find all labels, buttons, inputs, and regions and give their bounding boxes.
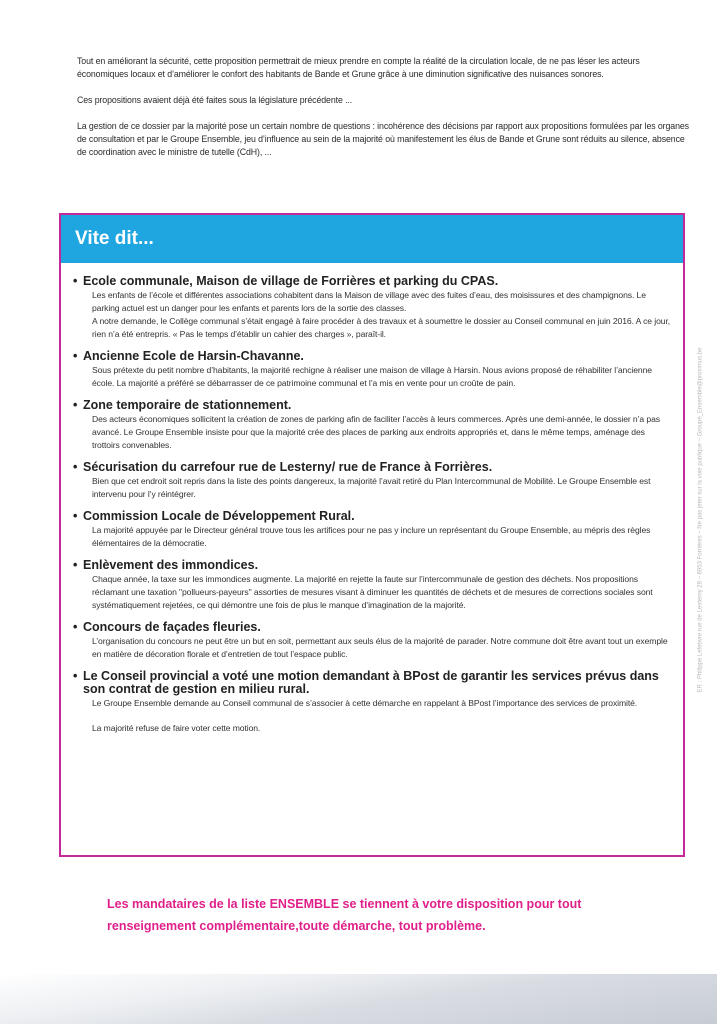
item-title <box>73 399 671 412</box>
intro-paragraph: La gestion de ce dossier par la majorité pose un certain nombre de questions : incohérence des décisions par rapport aux propositions formulées par les organes de consultation et par le Groupe Ensemble, jeu d’influence au sein de la majorité où manifestement les élus de Bande et Grune sont réduits au silence, absence de coordination avec le ministre de tutelle (CdH), ... <box>77 121 689 157</box>
item-title <box>73 350 671 363</box>
list-item <box>73 559 671 612</box>
item-paragraph: A notre demande, le Collège communal s’était engagé à faire procéder à des travaux et à soumettre le dossier au Conseil communal en juin 2016. A ce jour, rien n’a été entrepris. « Pas le temps d’établir un cahier des charges », paraît-il. <box>92 316 671 339</box>
bullet-icon: • <box>73 620 78 634</box>
item-body <box>92 413 671 452</box>
bullet-icon: • <box>73 558 78 572</box>
publisher-credit-text: ER : Philippe Lefebvre rue de Lesterny 28 – 6953 Forrières – Ne pas jeter sur la voie publique – Groupe_Ensemble@proximus.be <box>697 347 704 693</box>
item-list <box>73 275 671 744</box>
item-paragraph: Des acteurs économiques sollicitent la création de zones de parking afin de faciliter l’accès à leurs commerces. Après une demi-année, le dossier n’a pas avancé. Le Groupe Ensemble insiste pour que la majorité crée des places de parking aux endroits appropriés et, dans le même temps, aménage des trottoirs convenables. <box>92 414 660 450</box>
publisher-credit <box>693 300 707 740</box>
item-body <box>92 364 671 390</box>
item-paragraph: Chaque année, la taxe sur les immondices augmente. La majorité en rejette la faute sur l’intercommunale de gestion des déchets. Nos propositions réclamant une taxation "pollueurs-payeurs" assorties de mesures visant à diminuer les quantités de déchets et de mesures de corrections sociales sont systématiquement rejetées, ce qui démontre une fois de plus le manque d’imagination de la majorité. <box>92 574 653 610</box>
item-title-text: Concours de façades fleuries. <box>83 620 261 634</box>
item-paragraph: L’organisation du concours ne peut être un but en soit, permettant aux seuls élus de la majorité de parader. Notre commune doit être avant tout un exemple en matière de décoration florale et d’entretien de tout l’espace public. <box>92 636 668 659</box>
item-title <box>73 559 671 572</box>
intro-text <box>77 55 689 172</box>
item-paragraph: Bien que cet endroit soit repris dans la liste des points dangereux, la majorité l’avait retiré du Plan Intercommunal de Mobilité. Le Groupe Ensemble est intervenu pour l’y réintégrer. <box>92 476 651 499</box>
item-paragraph: La majorité appuyée par le Directeur général trouve tous les artifices pour ne pas y inclure un représentant du Groupe Ensemble, au mépris des règles élémentaires de la démocratie. <box>92 525 651 548</box>
list-item <box>73 350 671 390</box>
item-body <box>92 475 671 501</box>
item-title-text: Ancienne Ecole de Harsin-Chavanne. <box>83 349 304 363</box>
list-item <box>73 275 671 341</box>
bullet-icon: • <box>73 398 78 412</box>
list-item <box>73 510 671 550</box>
list-item <box>73 461 671 501</box>
item-body <box>92 697 671 735</box>
item-title <box>73 275 671 288</box>
bullet-icon: • <box>73 274 78 288</box>
footer-line: renseignement complémentaire,toute démarche, tout problème. <box>107 919 486 933</box>
item-title-text: Enlèvement des immondices. <box>83 558 259 572</box>
item-title <box>73 670 671 696</box>
item-title-text: Sécurisation du carrefour rue de Lesterny/ rue de France à Forrières. <box>83 460 493 474</box>
item-title-text: Ecole communale, Maison de village de Forrières et parking du CPAS. <box>83 274 499 288</box>
item-paragraph: Le Groupe Ensemble demande au Conseil communal de s’associer à cette démarche en rappelant à BPost l’importance des services de proximité. <box>92 698 638 708</box>
bullet-icon: • <box>73 669 78 683</box>
item-title-text: Le Conseil provincial a voté une motion demandant à BPost de garantir les services prévus dans son contrat de gestion en milieu rural. <box>83 669 659 696</box>
item-title-text: Commission Locale de Développement Rural. <box>83 509 355 523</box>
bullet-icon: • <box>73 460 78 474</box>
bullet-icon: • <box>73 509 78 523</box>
list-item <box>73 399 671 452</box>
list-item <box>73 670 671 735</box>
item-body <box>92 573 671 612</box>
item-title-text: Zone temporaire de stationnement. <box>83 398 292 412</box>
list-item <box>73 621 671 661</box>
item-title <box>73 461 671 474</box>
item-body <box>92 289 671 341</box>
item-body <box>92 524 671 550</box>
box-title: Vite dit... <box>61 215 683 263</box>
item-title <box>73 510 671 523</box>
intro-paragraph: Ces propositions avaient déjà été faites sous la législature précédente ... <box>77 95 353 105</box>
item-body <box>92 635 671 661</box>
footer-note <box>107 893 667 937</box>
item-paragraph: La majorité refuse de faire voter cette motion. <box>92 723 261 733</box>
vite-dit-box <box>59 213 685 857</box>
footer-line: Les mandataires de la liste ENSEMBLE se tiennent à votre disposition pour tout <box>107 897 582 911</box>
item-paragraph: Sous prétexte du petit nombre d’habitants, la majorité rechigne à réaliser une maison de village à Harsin. Nous avions proposé de réhabiliter l’ancienne école. La majorité a préféré se débarrasser de ce patrimoine communal et l’a mis en vente pour un croûte de pain. <box>92 365 652 388</box>
item-title <box>73 621 671 634</box>
bottom-decorative-band <box>0 974 717 1024</box>
bullet-icon: • <box>73 349 78 363</box>
intro-paragraph: Tout en améliorant la sécurité, cette proposition permettrait de mieux prendre en compte la réalité de la circulation locale, de ne pas léser les acteurs économiques locaux et d’améliorer le confort des habitants de Bande et Grune grâce à une diminution significative des nuisances sonores. <box>77 56 640 79</box>
item-paragraph: Les enfants de l’école et différentes associations cohabitent dans la Maison de village avec des fuites d’eau, des moisissures et des champignons. Le parking actuel est un danger pour les enfants et parents lors de la sortie des classes. <box>92 290 646 313</box>
